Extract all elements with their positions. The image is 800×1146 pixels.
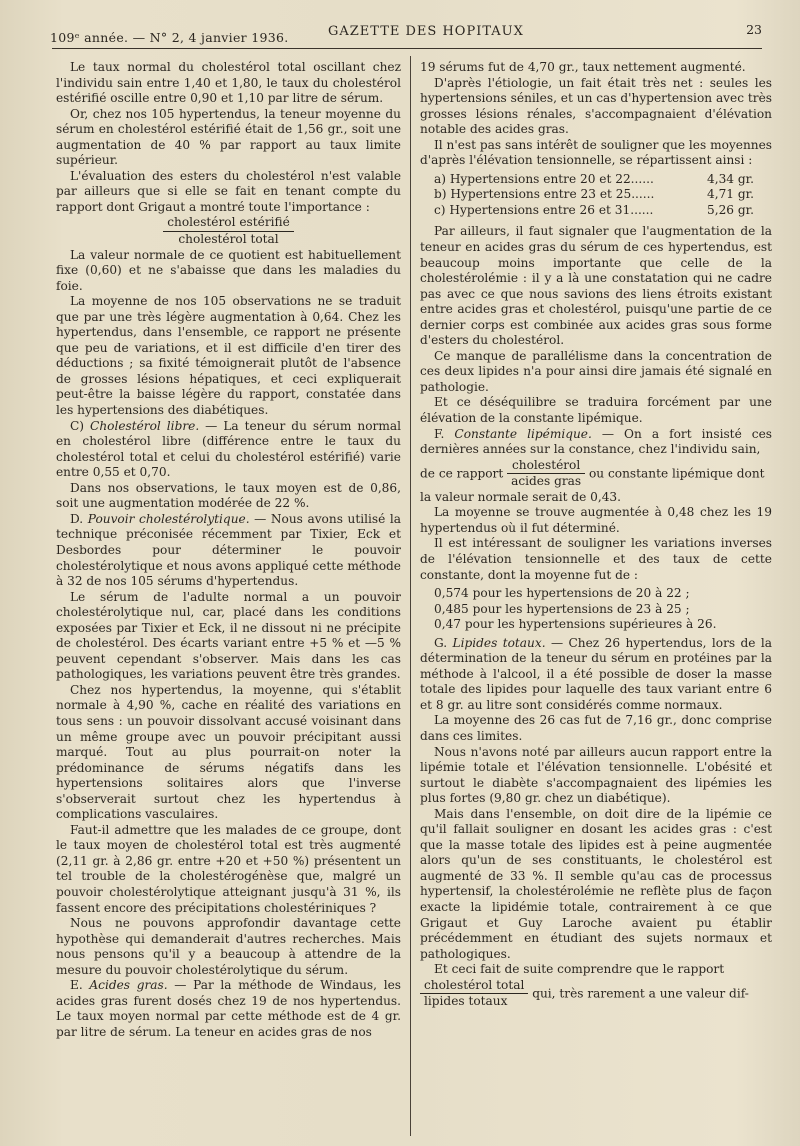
paragraph: La moyenne se trouve augmentée à 0,48 chez les 19 hypertendus où il fut déterminé. (420, 505, 772, 535)
paragraph: Et ce déséquilibre se traduira forcément par une élévation de la constante lipémique. (420, 395, 772, 426)
paragraph: Faut-il admettre que les malades de ce groupe, dont le taux moyen de cholestérol total est très augmenté (2,11 gr. à 2,86 gr. entre +20 et +50 %) présentent un tel trouble de la cholestérogénèse que, malgré un pouvoir cholestérolytique atteignant jusqu'à 31 %, ils fassent encore des précipitations cholestériniques ? (56, 822, 401, 915)
list-item: 0,485 pour les hypertensions de 23 à 25 ; (434, 601, 690, 616)
list-item-label: b) Hypertensions entre 23 et 25...... (434, 187, 655, 202)
section-f: F. Constante lipémique. — On a fort insisté ces dernières années sur la constance, chez l'individu sain, (420, 426, 772, 457)
section-title: Lipides totaux. (452, 635, 546, 650)
paragraph: L'évaluation des esters du cholestérol n'est valable par ailleurs que si elle se fait en tenant compte du rapport dont Grigaut a montré toute l'importance : (56, 168, 401, 214)
paragraph: Nous n'avons noté par ailleurs aucun rapport entre la lipémie totale et l'élévation tensionnelle. L'obésité et surtout le diabète s'accompagnaient des lipémies les plus fortes (9,80 gr. chez un diabétique). (420, 744, 772, 806)
fraction-numerator: cholestérol (507, 458, 585, 475)
right-column (420, 60, 772, 1010)
paragraph: La moyenne de nos 105 observations ne se traduit que par une très légère augmentation à 0,64. Chez les hypertendus, dans l'ensemble, ce rapport ne présente que peu de variations, et il est difficile d'en tirer des déductions ; sa fixité témoignerait plutôt de l'absence de grosses lésions hépatiques, et ceci expliquerait peut-être la baisse légère du rapport, constatée dans les hypertensions des diabétiques. (56, 294, 401, 418)
fraction-numerator: cholestérol total (420, 978, 528, 995)
paragraph: La valeur normale de ce quotient est habituellement fixe (0,60) et ne s'abaisse que dans les maladies du foie. (56, 247, 401, 293)
fraction-esterified-ratio (56, 215, 401, 247)
page-number: 23 (746, 22, 762, 37)
section-title: Acides gras. (89, 978, 168, 993)
paragraph: Chez nos hypertendus, la moyenne, qui s'établit normale à 4,90 %, cache en réalité des variations en tous sens : un pouvoir dissolvant accusé voisinant dans un même groupe avec un pouvoir précipitant aussi marqué. Tout au plus pourrait-on noter la prédominance de sérums négatifs dans les hypertensions solitaires alors que l'inverse s'observerait surtout chez les hypertendus à complications vasculaires. (56, 682, 401, 822)
section-g: G. Lipides totaux. — Chez 26 hypertendus, lors de la détermination de la teneur du sérum en protéines par la méthode à l'alcool, il a été possible de doser la masse totale des lipides pour laquelle des taux variant entre 6 et 8 gr. au litre sont considérés comme normaux. (420, 635, 772, 712)
list-item (420, 172, 772, 188)
list-item (420, 187, 772, 203)
section-title: Pouvoir cholestérolytique. (87, 511, 250, 526)
fraction-denominator: lipides totaux (424, 994, 508, 1009)
list-item-label: a) Hypertensions entre 20 et 22...... (434, 171, 654, 186)
list-item-value: 4,71 gr. (707, 187, 754, 202)
fraction-total-lipids (420, 978, 528, 1010)
fatty-acid-list (420, 172, 772, 219)
journal-title: GAZETTE DES HOPITAUX (328, 24, 524, 39)
paragraph: Le sérum de l'adulte normal a un pouvoir cholestérolytique nul, car, placé dans les conditions exposées par Tixier et Eck, il ne dissout ni ne précipite de cholestérol. Des écarts variant entre +5 % et —5 % peuvent cependant s'observer. Mais dans les cas pathologiques, les variations peuvent être très grandes. (56, 589, 401, 682)
paragraph: D'après l'étiologie, un fait était très net : seules les hypertensions séniles, et un cas d'hypertension avec très grosses lésions rénales, s'accompagnaient d'élévation notable des acides gras. (420, 75, 772, 137)
fraction-line: de ce rapport $\frac{\text{cholestérol}}{\text{acides gras}}$ ou constante lipémique dont (420, 457, 765, 489)
header-rule (52, 48, 762, 49)
paragraph: Ce manque de parallélisme dans la concentration de ces deux lipides n'a pour ainsi dire jamais été signalé en pathologie. (420, 348, 772, 394)
section-title: Constante lipémique. (454, 426, 592, 441)
paragraph: la valeur normale serait de 0,43. (420, 489, 622, 504)
column-divider (410, 56, 411, 1136)
left-column (56, 60, 401, 1040)
list-item-value: 4,34 gr. (707, 171, 754, 186)
fraction-numerator: cholestérol estérifié (163, 215, 294, 232)
list-item (420, 203, 772, 219)
list-item: 0,47 pour les hypertensions supérieures à 26. (434, 617, 717, 632)
paragraph: Mais dans l'ensemble, on doit dire de la lipémie ce qu'il fallait souligner en dosant les acides gras : c'est que la masse totale des lipides est à peine augmentée alors qu'un de ses constituants, le cholestérol est augmenté de 33 %. Il semble qu'au cas de processus hypertensif, la cholestérolémie ne reflète plus de façon exacte la lipidémie totale, contrairement à ce que Grigaut et Guy Laroche avaient pu établir précédemment en étudiant des sujets normaux et pathologiques. (420, 806, 772, 961)
paragraph: Par ailleurs, il faut signaler que l'augmentation de la teneur en acides gras du sérum de ces hypertendus, est beaucoup moins importante que celle de la cholestérolémie : il y a là une constatation qui ne cadre pas avec ce que nous savions des liens étroits existant entre acides gras et cholestérol, puisqu'une partie de ce dernier corps est combinée aux acides gras sous forme d'esters du cholestérol. (420, 224, 772, 348)
list-item-value: 5,26 gr. (707, 202, 754, 217)
paragraph: Il est intéressant de souligner les variations inverses de l'élévation tensionnelle et des taux de cette constante, dont la moyenne fut de : (420, 536, 772, 582)
section-title: Cholestérol libre. (90, 418, 200, 433)
paragraph: Il n'est pas sans intérêt de souligner que les moyennes d'après l'élévation tensionnelle, se répartissent ainsi : (420, 137, 772, 168)
fraction-line: $\frac{\text{cholestérol total}}{\text{lipides totaux}}$ qui, très rarement a une valeur dif- (420, 978, 772, 1010)
constant-list (420, 586, 772, 633)
list-item: 0,574 pour les hypertensions de 20 à 22 ; (434, 586, 690, 601)
page-header (50, 22, 764, 46)
section-c: C) Cholestérol libre. — La teneur du sérum normal en cholestérol libre (différence entre le taux du cholestérol total et celui du cholestérol estérifié) varie entre 0,55 et 0,70. (56, 418, 401, 480)
fraction-denominator: acides gras (511, 474, 582, 489)
list-item-label: c) Hypertensions entre 26 et 31...... (434, 202, 654, 217)
paragraph: Nous ne pouvons approfondir davantage cette hypothèse qui demanderait d'autres recherches. Mais nous pensons qu'il y a beaucoup à attendre de la mesure du pouvoir cholestérolytique du sérum. (56, 916, 401, 977)
paragraph: Dans nos observations, le taux moyen est de 0,86, soit une augmentation modérée de 22 %. (56, 480, 401, 511)
paragraph: 19 sérums fut de 4,70 gr., taux nettement augmenté. (420, 60, 746, 74)
paragraph: Le taux normal du cholestérol total oscillant chez l'individu sain entre 1,40 et 1,80, le taux du cholestérol estérifié oscille entre 0,90 et 1,10 par litre de sérum. (56, 60, 401, 106)
paragraph: La moyenne des 26 cas fut de 7,16 gr., donc comprise dans ces limites. (420, 713, 772, 743)
section-d: D. Pouvoir cholestérolytique. — Nous avons utilisé la technique préconisée récemment par Tixier, Eck et Desbordes pour déterminer le pouvoir cholestérolytique et nous avons appliqué cette méthode à 32 de nos 105 sérums d'hypertendus. (56, 511, 401, 589)
paragraph: Or, chez nos 105 hypertendus, la teneur moyenne du sérum en cholestérol estérifié était de 1,56 gr., soit une augmentation de 40 % par rapport au taux limite supérieur. (56, 106, 401, 168)
section-e: E. Acides gras. — Par la méthode de Windaus, les acides gras furent dosés chez 19 de nos hypertendus. Le taux moyen normal par cette méthode est de 4 gr. par litre de sérum. La teneur en acides gras de nos (56, 978, 401, 1039)
issue-info: 109ᵉ année. — N° 2, 4 janvier 1936. (50, 30, 289, 45)
fraction-denominator: cholestérol total (178, 232, 279, 247)
paragraph: Et ceci fait de suite comprendre que le rapport (434, 962, 725, 977)
fraction-lipemic-constant (507, 458, 585, 490)
